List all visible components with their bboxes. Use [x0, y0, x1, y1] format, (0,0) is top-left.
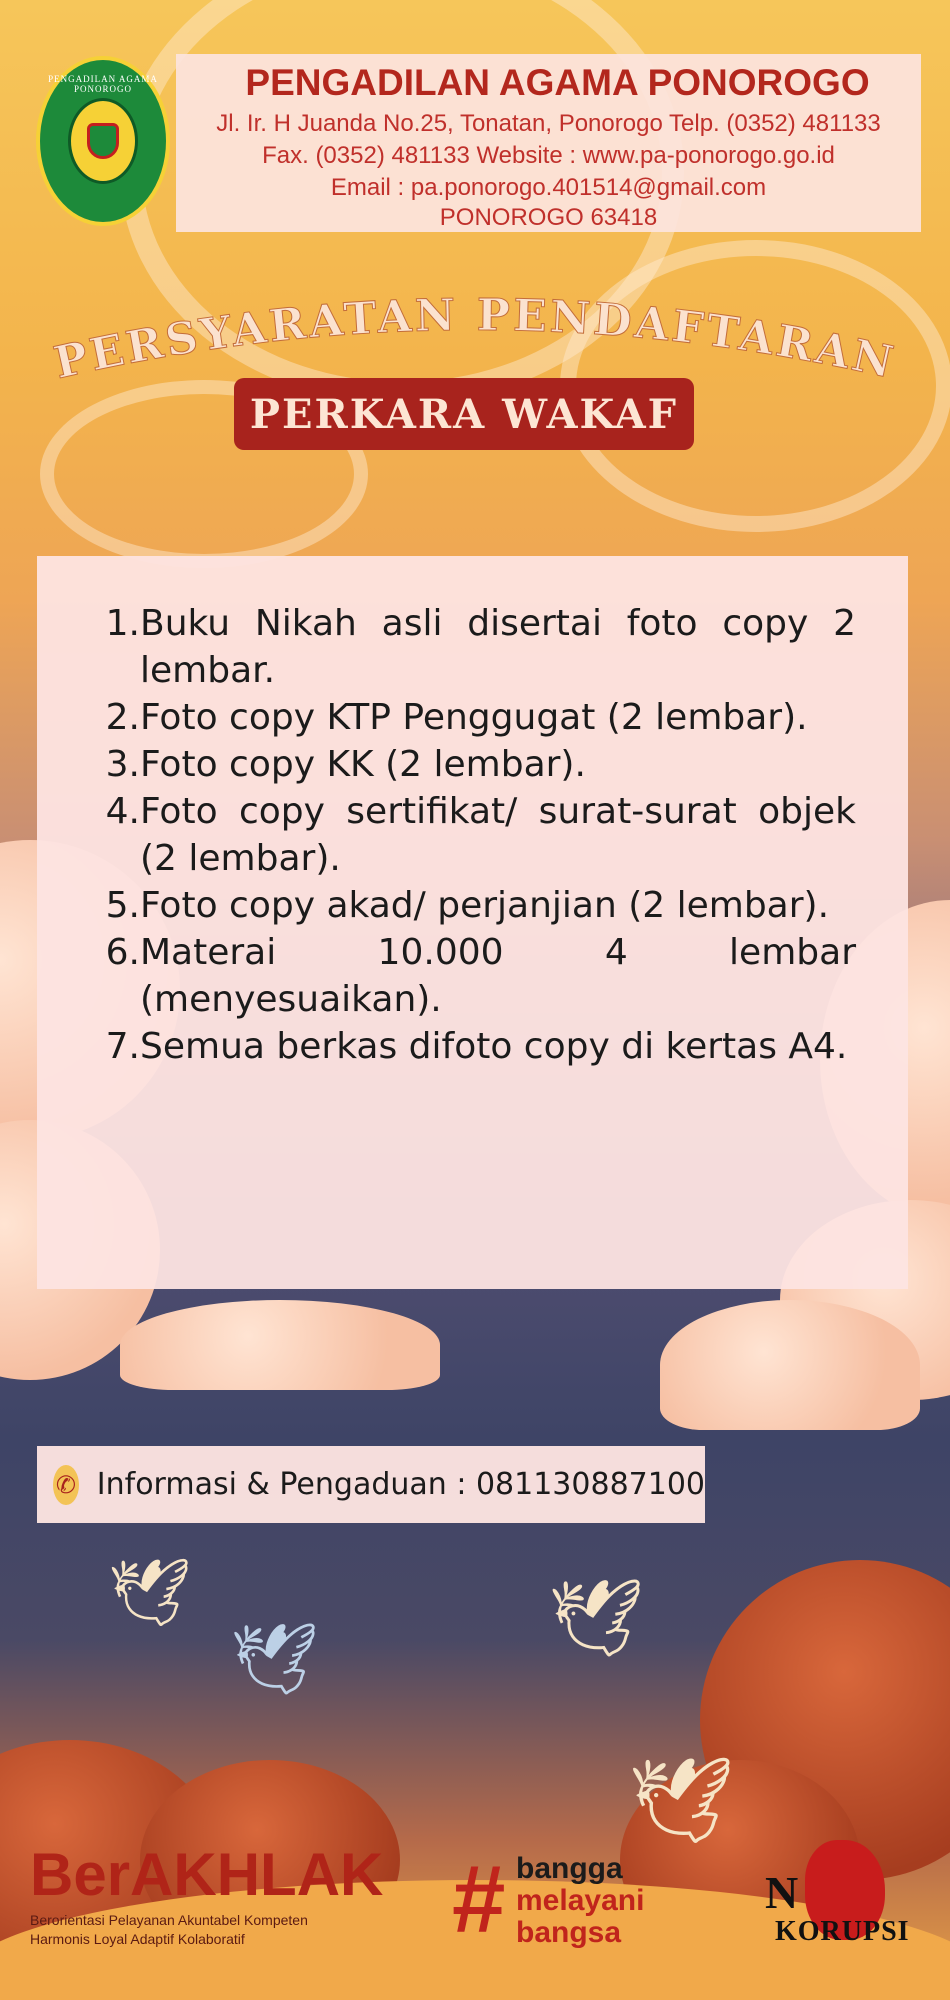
item-number: 3.: [105, 744, 140, 785]
bird-icon: 🕊: [108, 1554, 192, 1631]
subtitle-banner: [234, 378, 694, 450]
item-number: 5.: [105, 885, 140, 926]
contact-text: Informasi & Pengaduan : 081130887100: [96, 1467, 705, 1502]
subtitle-text: PERKARA WAKAF: [249, 390, 679, 438]
item-number: 7.: [105, 1026, 140, 1067]
phone-icon: ✆: [53, 1465, 79, 1505]
berakhlak-logo: [30, 1841, 384, 1949]
list-item: [96, 788, 856, 882]
item-text: Buku Nikah asli disertai foto copy 2 lembar.: [140, 603, 856, 691]
no-korupsi-n: N: [765, 1867, 799, 1918]
item-text: Foto copy KTP Penggugat (2 lembar).: [140, 697, 808, 738]
bird-icon: 🕊: [628, 1751, 735, 1849]
list-item: [96, 694, 856, 741]
org-name: PENGADILAN AGAMA PONOROGO: [245, 62, 870, 103]
bird-icon: 🕊: [548, 1573, 645, 1662]
item-number: 4.: [105, 791, 140, 832]
email-line: Email : pa.ponorogo.401514@gmail.com: [330, 174, 767, 201]
item-number: 6.: [105, 932, 140, 973]
address-line: Jl. Ir. H Juanda No.25, Tonatan, Ponorogo Telp. (0352) 481133: [216, 110, 881, 137]
item-number: 2.: [105, 697, 140, 738]
item-text: Foto copy sertifikat/ surat-surat objek (2 lembar).: [140, 791, 856, 879]
bangga-line3: bangsa: [516, 1916, 622, 1949]
fax-website-line: Fax. (0352) 481133 Website : www.pa-ponorogo.go.id: [262, 142, 835, 169]
item-text: Foto copy KK (2 lembar).: [140, 744, 586, 785]
list-item: [96, 882, 856, 929]
no-korupsi-text: KORUPSI: [775, 1916, 910, 1947]
bird-icon: 🕊: [230, 1618, 319, 1700]
contact-info: [37, 1446, 705, 1523]
list-item: [96, 741, 856, 788]
list-item: [96, 1023, 856, 1070]
shield-icon: [87, 123, 119, 159]
page-title: [50, 290, 900, 390]
item-text: Foto copy akad/ perjanjian (2 lembar).: [140, 885, 830, 926]
bangga-line2: melayani: [516, 1884, 645, 1917]
item-number: 1.: [105, 603, 140, 644]
berakhlak-line2: Harmonis Loyal Adaptif Kolaboratif: [30, 1931, 245, 1947]
berakhlak-word: BerAKHLAK: [30, 1841, 384, 1908]
logo-emblem: [68, 98, 138, 184]
logo-text: PENGADILAN AGAMA PONOROGO: [48, 74, 158, 94]
decor-cloud: [120, 1300, 440, 1390]
list-item: [96, 929, 856, 1023]
no-korupsi-logo: [765, 1840, 925, 1960]
court-logo: [36, 56, 170, 226]
bangga-line1: bangga: [516, 1852, 623, 1885]
city-line: PONOROGO 63418: [439, 204, 658, 231]
berakhlak-line1: Berorientasi Pelayanan Akuntabel Kompeten: [30, 1912, 308, 1928]
title-text: PERSYARATAN PENDAFTARAN: [50, 290, 900, 390]
hashtag-icon: #: [452, 1846, 506, 1953]
svg-text:PERSYARATAN PENDAFTARAN: [50, 290, 900, 389]
bangga-melayani-logo: [452, 1846, 672, 1953]
decor-cloud: [660, 1300, 920, 1430]
requirements-list: [96, 600, 856, 1070]
item-text: Semua berkas difoto copy di kertas A4.: [140, 1026, 848, 1067]
list-item: [96, 600, 856, 694]
header: [36, 54, 921, 234]
item-text: Materai 10.000 4 lembar (menyesuaikan).: [140, 932, 856, 1020]
